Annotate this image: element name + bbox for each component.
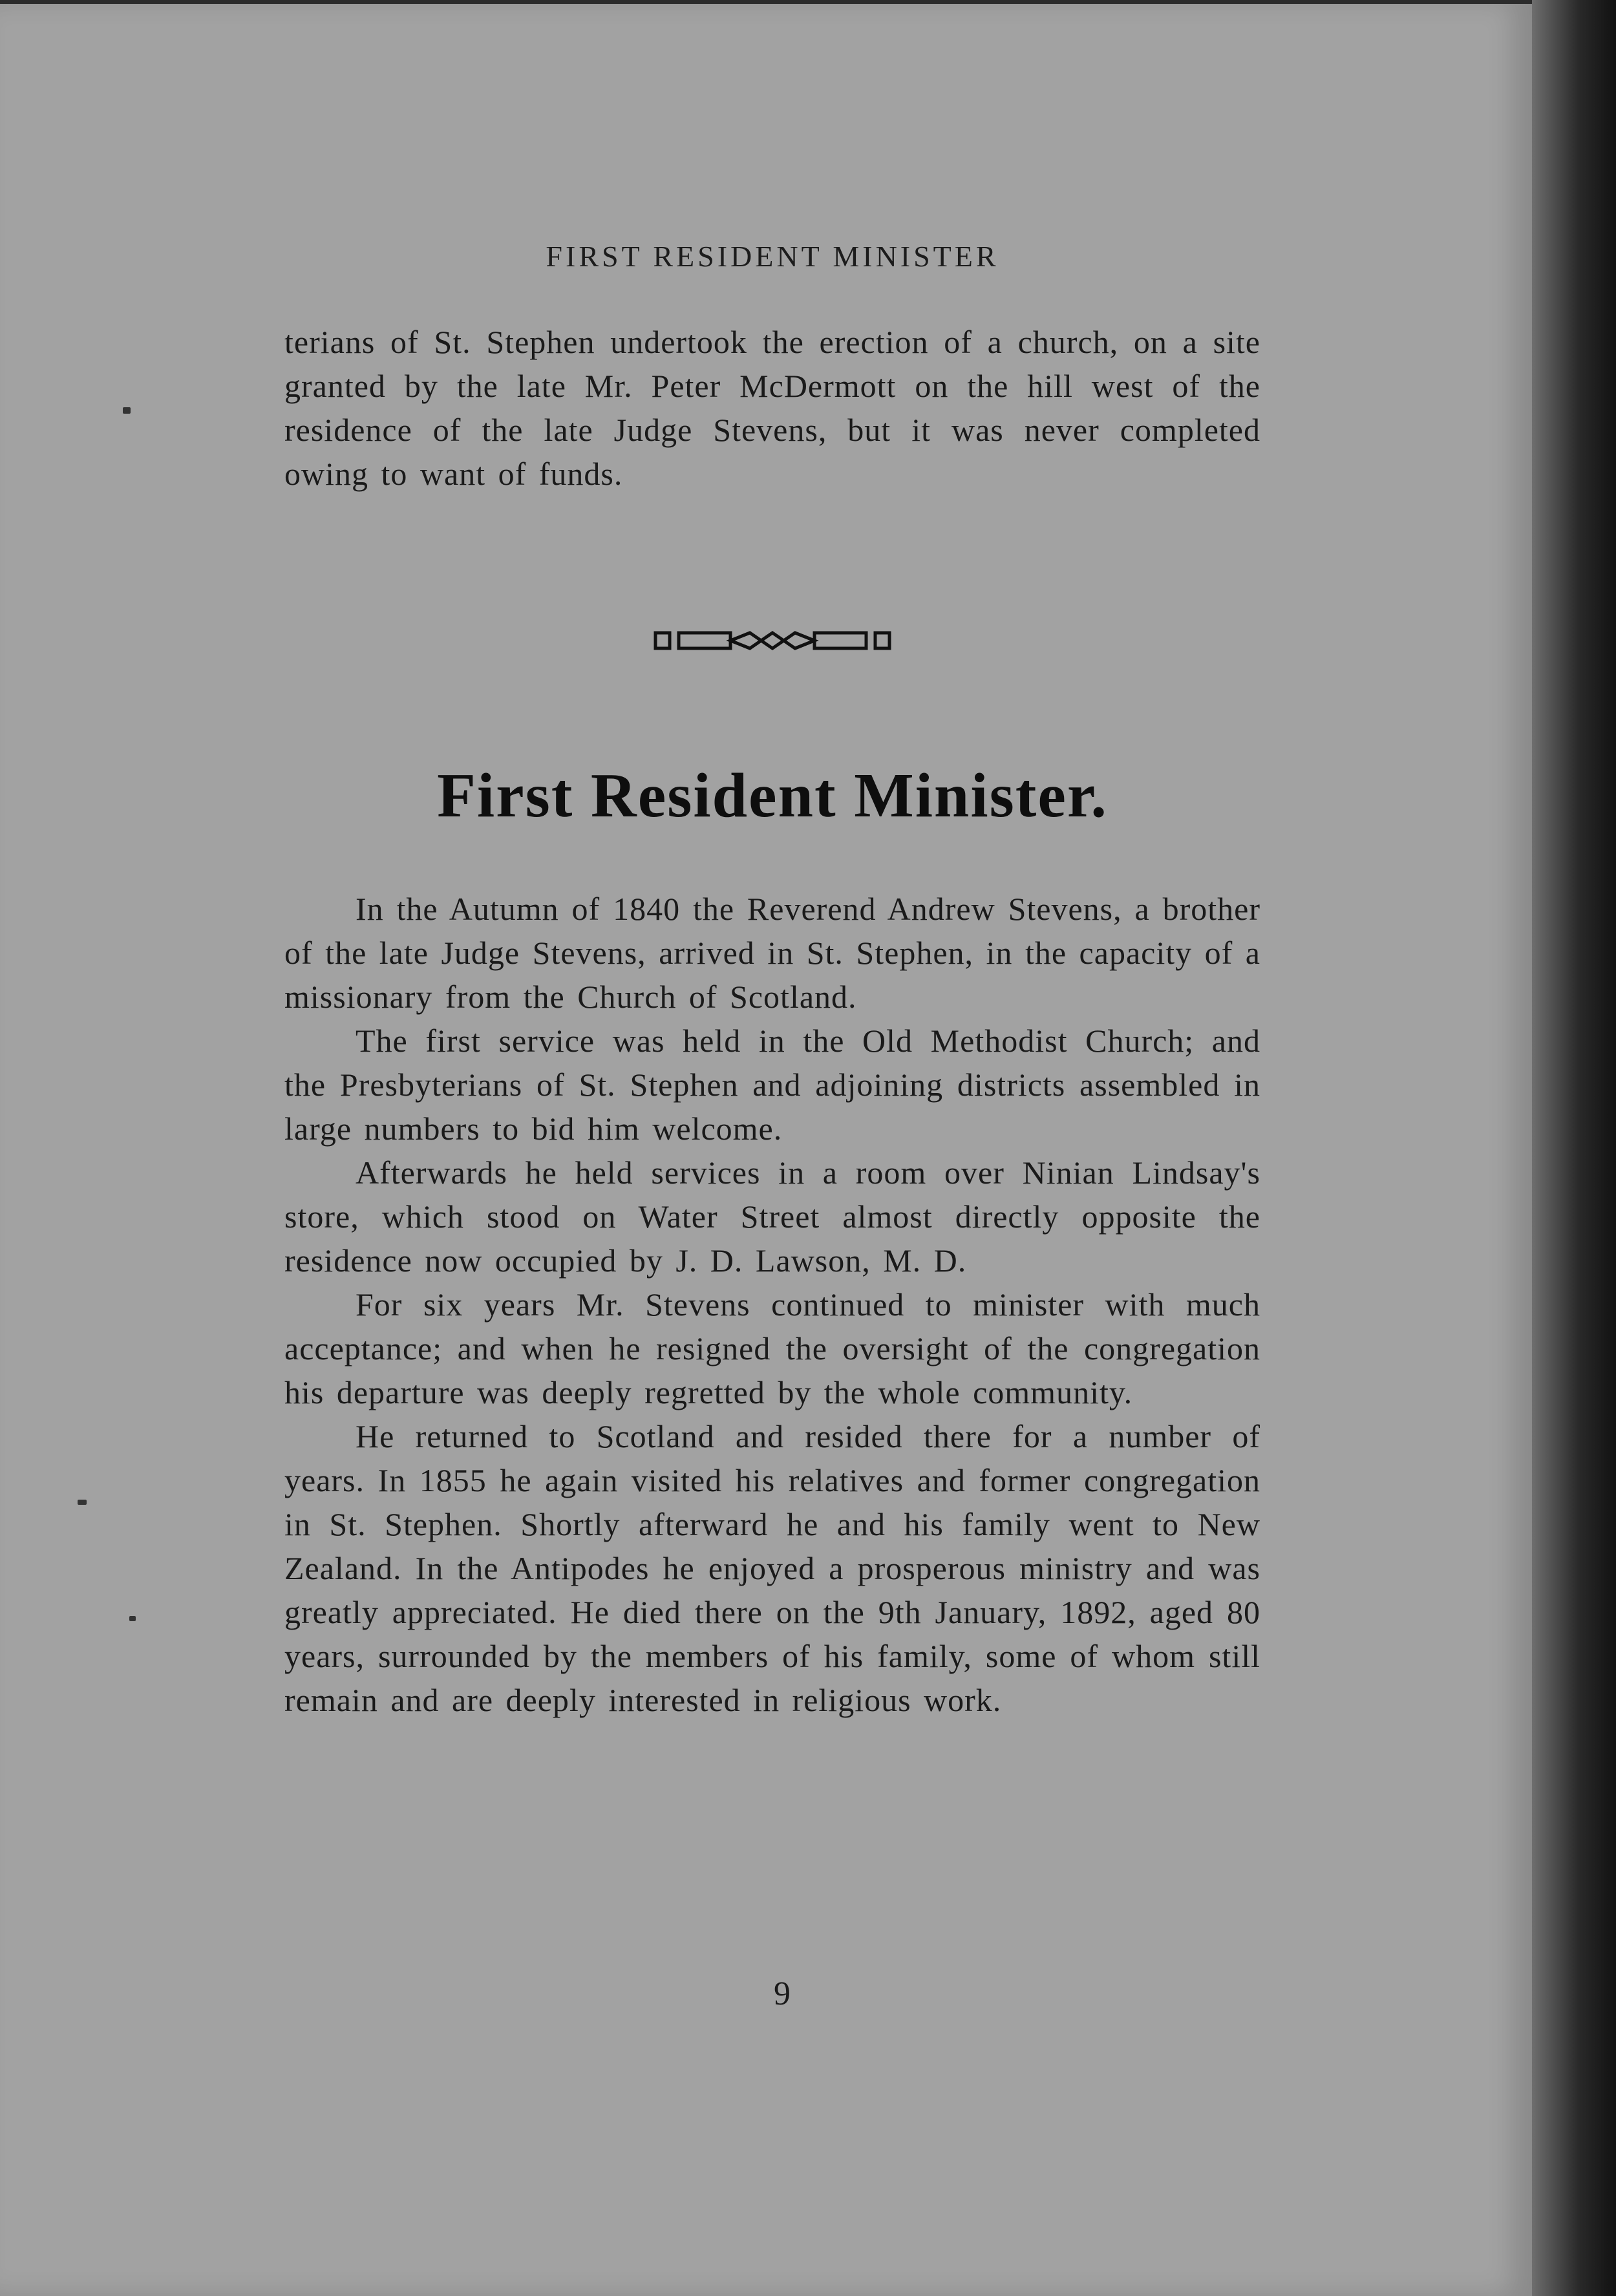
paragraph: For six years Mr. Stevens continued to minister with much acceptance; and when he resigned the oversight of the congregation his departure was deeply regretted by the whole community.: [284, 1286, 1260, 1410]
continuation-paragraph: terians of St. Stephen undertook the erection of a church, on a site granted by the late Mr. Peter McDermott on the hill west of the residence of the late Judge Stevens, but it was never completed owing to want of funds.: [284, 324, 1260, 492]
paragraph: He returned to Scotland and resided there for a number of years. In 1855 he again visited his relatives and former congregation in St. Stephen. Shortly afterward he and his family went to New Zealand. In the Antipodes he enjoyed a prosperous ministry and was greatly appreciated. He died there on the 9th January, 1892, aged 80 years, surrounded by the members of his family, some of whom still remain and are deeply interested in religious work.: [284, 1418, 1260, 1718]
paragraph: Afterwards he held services in a room over Ninian Lindsay's store, which stood on Water Street almost directly opposite the residence now occupied by J. D. Lawson, M. D.: [284, 1154, 1260, 1279]
top-edge-rule: [0, 0, 1532, 4]
chain-ornament-icon: [653, 624, 892, 657]
scan-speck: [123, 407, 131, 414]
scan-speck: [129, 1616, 136, 1621]
paragraph: In the Autumn of 1840 the Reverend Andrew Stevens, a brother of the late Judge Stevens, arrived in St. Stephen, in the capacity of a missionary from the Church of Scotland.: [284, 891, 1260, 1015]
running-head: FIRST RESIDENT MINISTER: [546, 240, 999, 273]
scan-speck: [78, 1500, 87, 1505]
paragraph: The first service was held in the Old Methodist Church; and the Presbyterians of St. Stephen and adjoining districts assembled in large numbers to bid him welcome.: [284, 1023, 1260, 1147]
chapter-heading: First Resident Minister.: [437, 761, 1108, 831]
page-number: 9: [774, 1975, 791, 2012]
body-text: [284, 887, 1260, 1722]
book-gutter-shadow: [1532, 0, 1616, 2296]
